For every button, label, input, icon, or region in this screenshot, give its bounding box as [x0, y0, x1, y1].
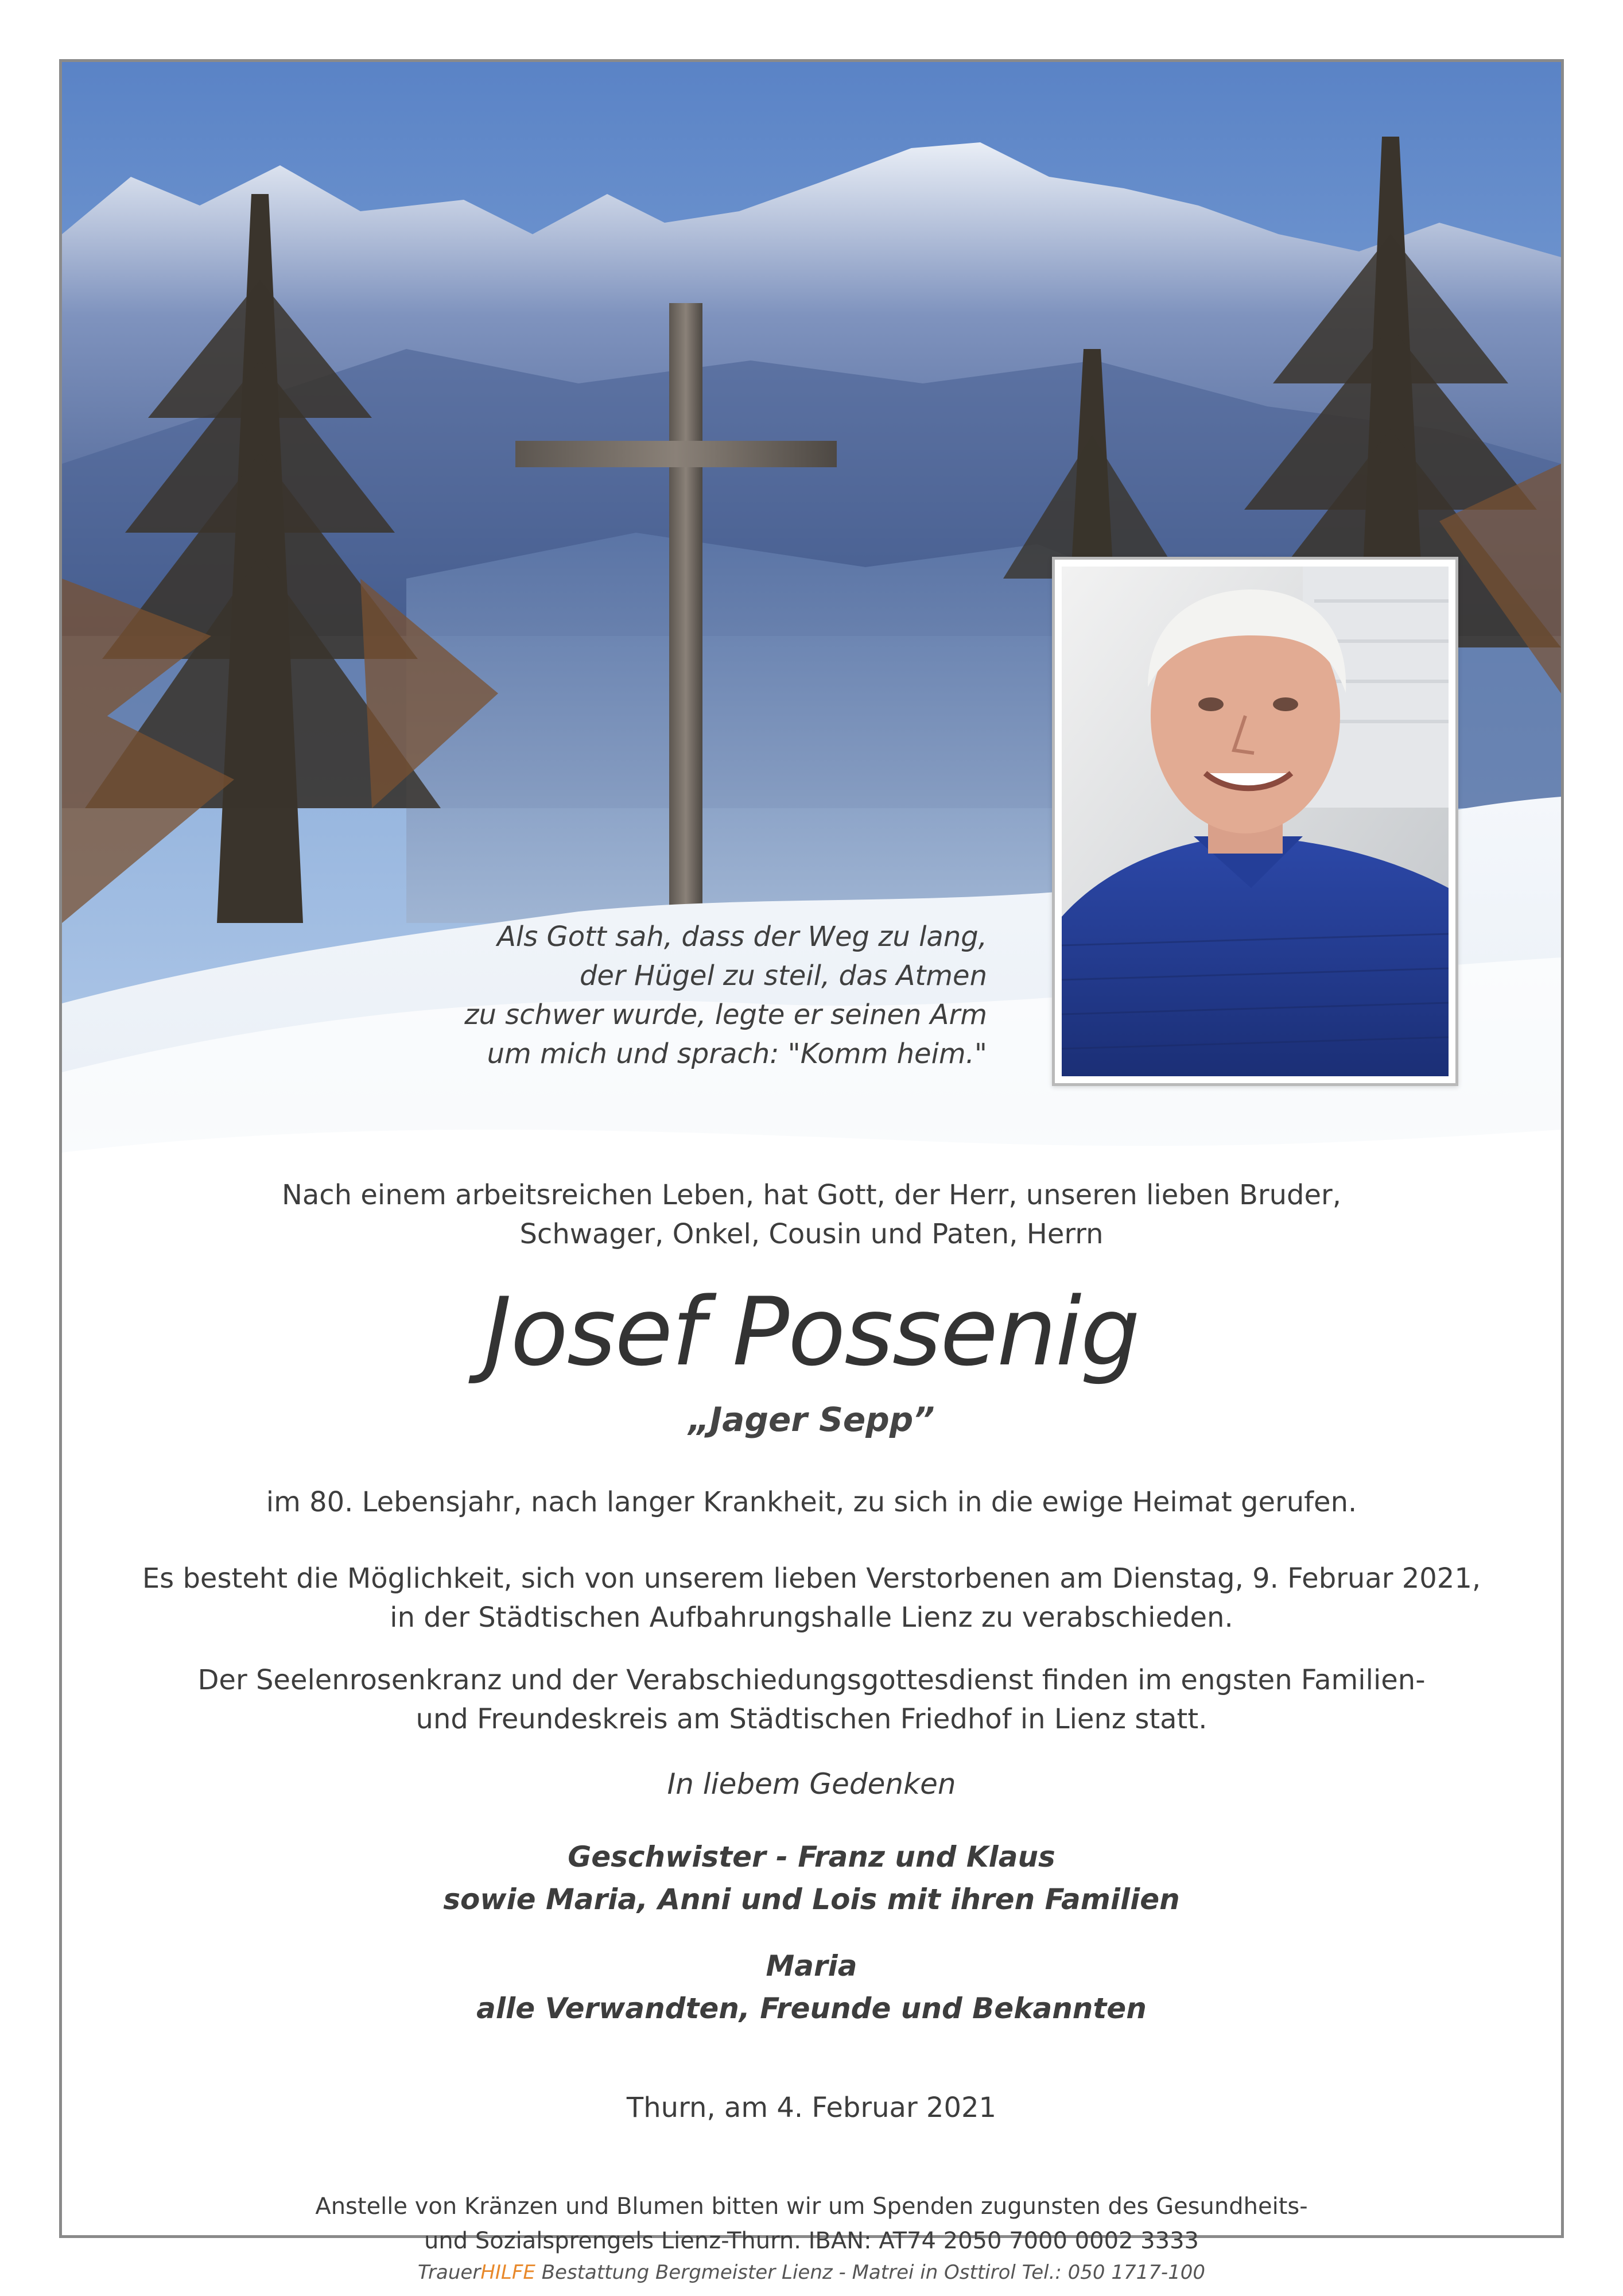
viewing-info-line: Es besteht die Möglichkeit, sich von unserem lieben Verstorbenen am Dienstag, 9. Februar 2021,	[142, 1562, 1481, 1595]
poem-verse	[413, 917, 987, 1073]
funeral-home-contact: Bestattung Bergmeister Lienz - Matrei in Osttirol Tel.: 050 1717-100	[535, 2261, 1206, 2284]
viewing-info	[62, 1559, 1561, 1637]
brand-trauer: Trauer	[417, 2261, 481, 2284]
mourner-line: sowie Maria, Anni und Lois mit ihren Familien	[443, 1883, 1180, 1916]
donation-line: und Sozialsprengels Lienz-Thurn. IBAN: AT74 2050 7000 0002 3333	[424, 2228, 1199, 2254]
intro-line: Nach einem arbeitsreichen Leben, hat Gott, der Herr, unseren lieben Bruder,	[281, 1179, 1342, 1211]
mourner-line: Maria	[766, 1949, 857, 1983]
poem-line: um mich und sprach: "Komm heim."	[487, 1038, 987, 1070]
funeral-home-footer	[62, 2258, 1561, 2287]
in-memory-heading: In liebem Gedenken	[667, 1767, 956, 1801]
mourners-family-group	[62, 1836, 1561, 1921]
deceased-name: Josef Possenig	[484, 1277, 1139, 1387]
place-and-date: Thurn, am 4. Februar 2021	[626, 2092, 997, 2124]
deceased-portrait-photo	[1052, 557, 1458, 1086]
mourners-other-group	[62, 1945, 1561, 2030]
obituary-frame	[59, 59, 1564, 2284]
funeral-info-line: Der Seelenrosenkranz und der Verabschiedungsgottesdienst finden im engsten Familien-	[197, 1664, 1426, 1696]
poem-line: Als Gott sah, dass der Weg zu lang,	[497, 921, 987, 953]
funeral-service-info	[62, 1661, 1561, 1739]
funeral-info-line: und Freundeskreis am Städtischen Friedhof in Lienz statt.	[416, 1703, 1207, 1735]
donation-request	[62, 2189, 1561, 2258]
deceased-nickname: „Jager Sepp”	[688, 1400, 935, 1439]
viewing-info-line: in der Städtischen Aufbahrungshalle Lienz zu verabschieden.	[390, 1601, 1233, 1634]
poem-line: der Hügel zu steil, das Atmen	[579, 960, 987, 992]
death-notice-text: im 80. Lebensjahr, nach langer Krankheit, zu sich in die ewige Heimat gerufen.	[266, 1486, 1357, 1518]
donation-line: Anstelle von Kränzen und Blumen bitten wir um Spenden zugunsten des Gesundheits-	[315, 2193, 1308, 2220]
brand-hilfe: HILFE	[480, 2261, 535, 2284]
intro-text	[62, 1176, 1561, 1254]
mourner-line: alle Verwandten, Freunde und Bekannten	[476, 1992, 1147, 2025]
mourner-line: Geschwister - Franz und Klaus	[568, 1840, 1055, 1874]
intro-line: Schwager, Onkel, Cousin und Paten, Herrn	[519, 1218, 1104, 1250]
poem-line: zu schwer wurde, legte er seinen Arm	[464, 999, 987, 1031]
